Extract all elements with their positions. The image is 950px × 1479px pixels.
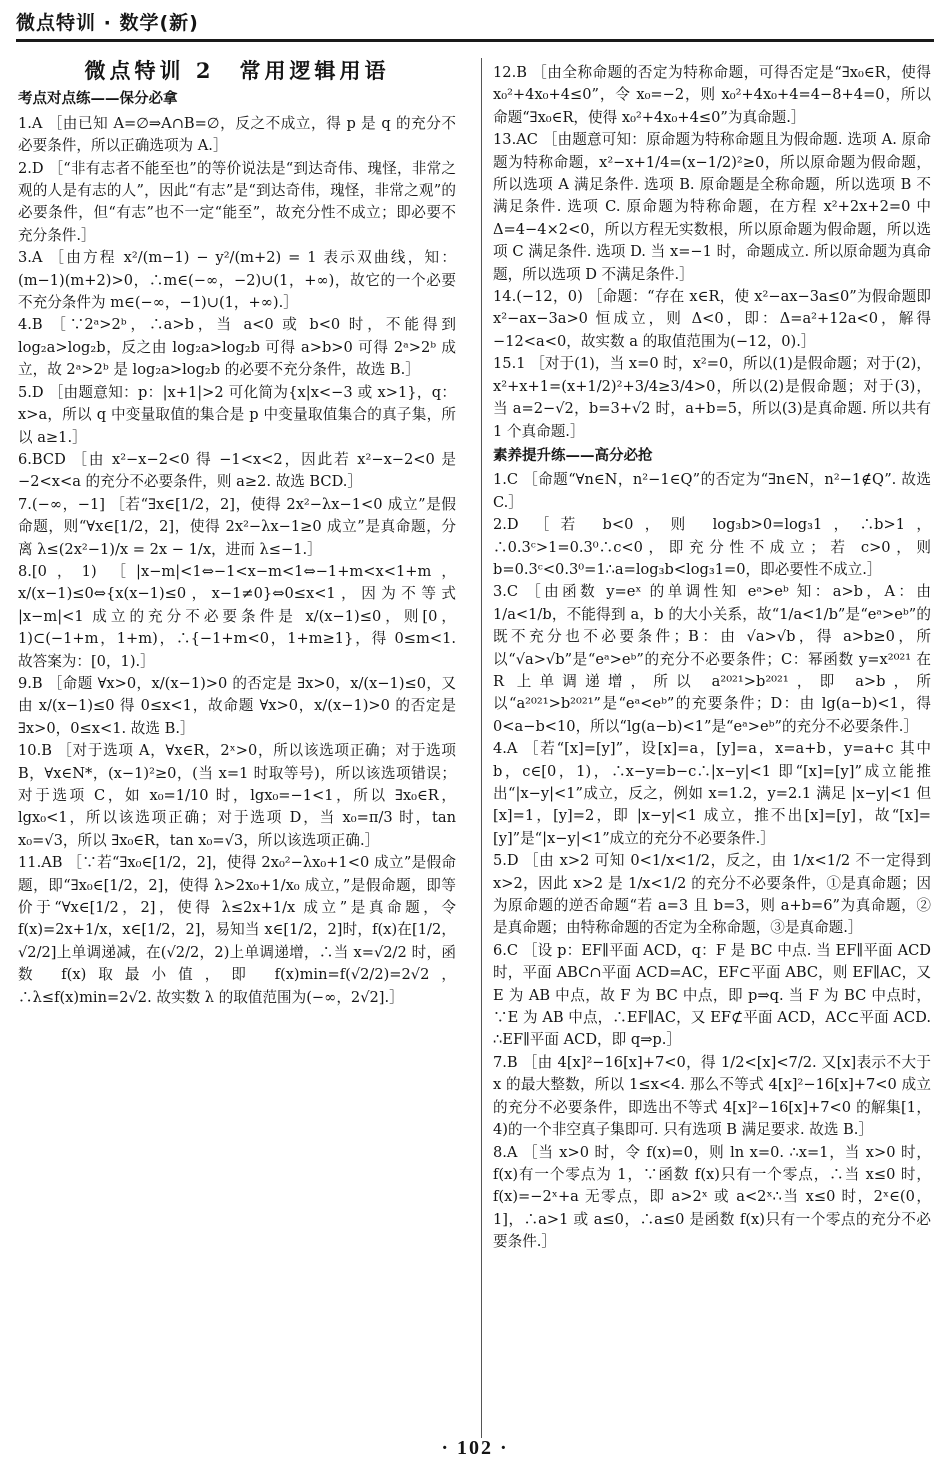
answer-item: 10.B ［对于选项 A，∀x∈R，2ˣ>0，所以该选项正确；对于选项 B，∀x∈N*，(x−1)²≥0，(当 x=1 时取等号)，所以该选项错误；对于选项 C，如 x₀=1/10 时，lgx₀=−1<1，所以 ∃x₀∈R，lgx₀<1，所以该选项正确；对于选项 D，当 x₀=π/3 时，tan x₀=√3，所以 ∃x₀∈R，tan x₀=√3，所以该选项正确.］ xyxy=(18,742,456,849)
answer-item: 8.A ［当 x>0 时，令 f(x)=0，则 ln x=0. ∴x=1，当 x>0 时，f(x)有一个零点为 1，∵函数 f(x)只有一个零点，∴当 x≤0 时，f(x)=−2ˣ+a 无零点，即 a>2ˣ 或 a<2ˣ∴当 x≤0 时，2ˣ∈(0，1]，∴a>1 或 a≤0，∴a≤0 是函数 f(x)只有一个零点的充分不必要条件.］ xyxy=(493,1143,931,1251)
answer-item: 12.B ［由全称命题的否定为特称命题，可得否定是“∃x₀∈R，使得 x₀²+4x₀+4≤0”，令 x₀=−2，则 x₀²+4x₀+4=4−8+4=0，所以命题“∃x₀∈R，使得 x₀²+4x₀+4≤0”为真命题.］ xyxy=(493,64,931,126)
answer-item: 9.B ［命题 ∀x>0，x/(x−1)>0 的否定是 ∃x>0，x/(x−1)≤0，又由 x/(x−1)≤0 得 0≤x<1，故命题 ∀x>0，x/(x−1)>0 的否定是 ∃x>0，0≤x<1. 故选 B.］ xyxy=(18,674,456,737)
answer-item: 7.B ［由 4[x]²−16[x]+7<0，得 1/2<[x]<7/2. 又[x]表示不大于 x 的最大整数，所以 1≤x<4. 那么不等式 4[x]²−16[x]+7<0 成立的充分不必要条件，即选出不等式 4[x]²−16[x]+7<0 的解集[1，4)的一个非空真子集即可. 只有选项 B 满足要求. 故选 B.］ xyxy=(493,1053,931,1139)
answer-item: 4.A ［若“[x]=[y]”，设[x]=a，[y]=a，x=a+b，y=a+c 其中 b，c∈[0，1)，∴x−y=b−c∴|x−y|<1 即“[x]=[y]”成立能推出“|x−y|<1”成立，反之，例如 x=1.2，y=2.1 满足 |x−y|<1 但[x]=1，[y]=2，即 |x−y|<1 成立，推不出[x]=[y]，故“[x]=[y]”是“|x−y|<1”成立的充分不必要条件.］ xyxy=(493,740,931,847)
answer-item: 11.AB ［∵若“∃x₀∈[1/2，2]，使得 2x₀²−λx₀+1<0 成立”是假命题，即“∃x₀∈[1/2，2]，使得 λ>2x₀+1/x₀ 成立，”是假命题，即等价于“∀x∈[1/2，2]，使得 λ≤2x+1/x 成立”是真命题，令 f(x)=2x+1/x，x∈[1/2，2]，易知当 x∈[1/2，2]时，f(x)在[1/2，√2/2]上单调递减，在(√2/2，2)上单调递增，∴当 x=√2/2 时，函数 f(x)取最小值，即 f(x)min=f(√2/2)=2√2，∴λ≤f(x)min=2√2. 故实数 λ 的取值范围为(−∞，2√2].］ xyxy=(18,854,456,1006)
answer-item: 14.(−12，0) ［命题：“存在 x∈R，使 x²−ax−3a≤0”为假命题即 x²−ax−3a>0 恒成立，则 Δ<0，即：Δ=a²+12a<0，解得 −12<a<0，故实数 a 的取值范围为(−12，0).］ xyxy=(493,288,931,350)
answer-item: 8.[0，1) ［|x−m|<1⇔−1<x−m<1⇔−1+m<x<1+m，x/(x−1)≤0⇔{x(x−1)≤0，x−1≠0}⇔0≤x<1，因为不等式 |x−m|<1 成立的充分不必要条件是 x/(x−1)≤0，则[0，1)⊂(−1+m，1+m)，∴{−1+m<0，1+m≥1}，得 0≤m<1. 故答案为：[0，1).］ xyxy=(18,562,456,670)
chapter-title: 微点特训 2 常用逻辑用语 xyxy=(84,58,390,83)
section-title-basic: 考点对点练——保分必拿 xyxy=(18,91,178,108)
page-number: · 102 · xyxy=(441,1437,509,1459)
right-column xyxy=(493,62,931,1254)
answer-item: 7.(−∞，−1] ［若“∃x∈[1/2，2]，使得 2x²−λx−1<0 成立”是假命题，则“∀x∈[1/2，2]，使得 2x²−λx−1≥0 成立”是真命题，分离 λ≤(2x²−1)/x = 2x − 1/x，进而 λ≤−1.］ xyxy=(18,495,456,558)
running-header: 微点特训 · 数学(新) xyxy=(16,8,934,42)
answer-item: 1.A ［由已知 A=∅⇒A∩B=∅，反之不成立，得 p 是 q 的充分不必要条件，所以正确选项为 A.］ xyxy=(18,114,456,155)
answer-item: 3.C ［由函数 y=eˣ 的单调性知 eᵃ>eᵇ 知：a>b，A：由 1/a<1/b，不能得到 a，b 的大小关系，故“1/a<1/b”是“eᵃ>eᵇ”的既不充分也不必要条件；B：由 √a>√b，得 a>b≥0，所以“√a>√b”是“eᵃ>eᵇ”的充分不必要条件；C：幂函数 y=x²⁰²¹ 在 R 上单调递增，所以 a²⁰²¹>b²⁰²¹，即 a>b，所以“a²⁰²¹>b²⁰²¹”是“eᵃ<eᵇ”的充要条件；D：由 lg(a−b)<1，得 0<a−b<10，所以“lg(a−b)<1”是“eᵃ>eᵇ”的充分不必要条件.］ xyxy=(493,583,931,735)
left-column xyxy=(18,58,456,1009)
answer-item: 5.D ［由 x>2 可知 0<1/x<1/2，反之，由 1/x<1/2 不一定得到 x>2，因此 x>2 是 1/x<1/2 的充分不必要条件，①是真命题；因为原命题的逆否命题“若 a=3 且 b=3，则 a+b=6”为真命题，②是真命题；由特称命题的否定为全称命题，③是真命题.］ xyxy=(493,852,931,937)
answer-item: 13.AC ［由题意可知：原命题为特称命题且为假命题. 选项 A. 原命题为特称命题，x²−x+1/4=(x−1/2)²≥0，所以原命题为假命题，所以选项 A 满足条件. 选项 B. 原命题是全称命题，所以选项 B 不满足条件. 选项 C. 原命题为特称命题，在方程 x²+2x+2=0 中 Δ=4−4×2<0，所以方程无实数根，所以原命题为假命题，所以选项 C 满足条件. 选项 D. 当 x=−1 时，命题成立. 所以原命题为真命题，所以选项 D 不满足条件.］ xyxy=(493,131,931,283)
answer-item: 4.B ［∵2ᵃ>2ᵇ，∴a>b，当 a<0 或 b<0 时，不能得到 log₂a>log₂b，反之由 log₂a>log₂b 可得 a>b>0 可得 2ᵃ>2ᵇ 成立，故 2ᵃ>2ᵇ 是 log₂a>log₂b 的必要不充分条件，故选 B.］ xyxy=(18,316,456,379)
answer-item: 3.A ［由方程 x²/(m−1) − y²/(m+2) = 1 表示双曲线，知：(m−1)(m+2)>0，∴m∈(−∞，−2)∪(1，+∞)，故它的一个必要不充分条件为 m∈(−∞，−1)∪(1，+∞).］ xyxy=(18,249,456,312)
column-divider xyxy=(481,58,482,1438)
answer-item: 2.D ［若 b<0，则 log₃b>0=log₃1，∴b>1，∴0.3ᶜ>1=0.3⁰∴c<0，即充分性不成立；若 c>0，则 b=0.3ᶜ<0.3⁰=1∴a=log₃b<log₃1=0，即必要性不成立.］ xyxy=(493,516,931,578)
answer-item: 15.1 ［对于(1)，当 x=0 时，x²=0，所以(1)是假命题；对于(2)，x²+x+1=(x+1/2)²+3/4≥3/4>0，所以(2)是假命题；对于(3)，当 a=2−√2，b=3+√2 时，a+b=5，所以(3)是真命题. 所以共有 1 个真命题.］ xyxy=(493,355,931,440)
answer-item: 6.BCD ［由 x²−x−2<0 得 −1<x<2，因此若 x²−x−2<0 是 −2<x<a 的充分不必要条件，则 a≥2. 故选 BCD.］ xyxy=(18,450,456,491)
answer-item: 5.D ［由题意知：p：|x+1|>2 可化简为{x|x<−3 或 x>1}，q：x>a，所以 q 中变量取值的集合是 p 中变量取值集合的真子集，所以 a≥1.］ xyxy=(18,383,456,446)
section-title-advanced: 素养提升练——高分必抢 xyxy=(493,447,653,464)
answer-item: 6.C ［设 p：EF∥平面 ACD，q：F 是 BC 中点. 当 EF∥平面 ACD 时，平面 ABC∩平面 ACD=AC，EF⊂平面 ABC，则 EF∥AC，又 E 为 AB 中点，故 F 为 BC 中点，即 p⇒q. 当 F 为 BC 中点时，∵E 为 AB 中点，∴EF∥AC，又 EF⊄平面 ACD，AC⊂平面 ACD. ∴EF∥平面 ACD，即 q⇒p.］ xyxy=(493,941,931,1049)
answer-item: 1.C ［命题“∀n∈N，n²−1∈Q”的否定为“∃n∈N，n²−1∉Q”. 故选 C.］ xyxy=(493,471,931,511)
answer-item: 2.D ［“非有志者不能至也”的等价说法是“到达奇伟、瑰怪，非常之观的人是有志的人”，因此“有志”是“到达奇伟，瑰怪，非常之观”的必要条件，但“有志”也不一定“能至”，故充分性不成立；即必要不充分条件.］ xyxy=(18,159,456,244)
